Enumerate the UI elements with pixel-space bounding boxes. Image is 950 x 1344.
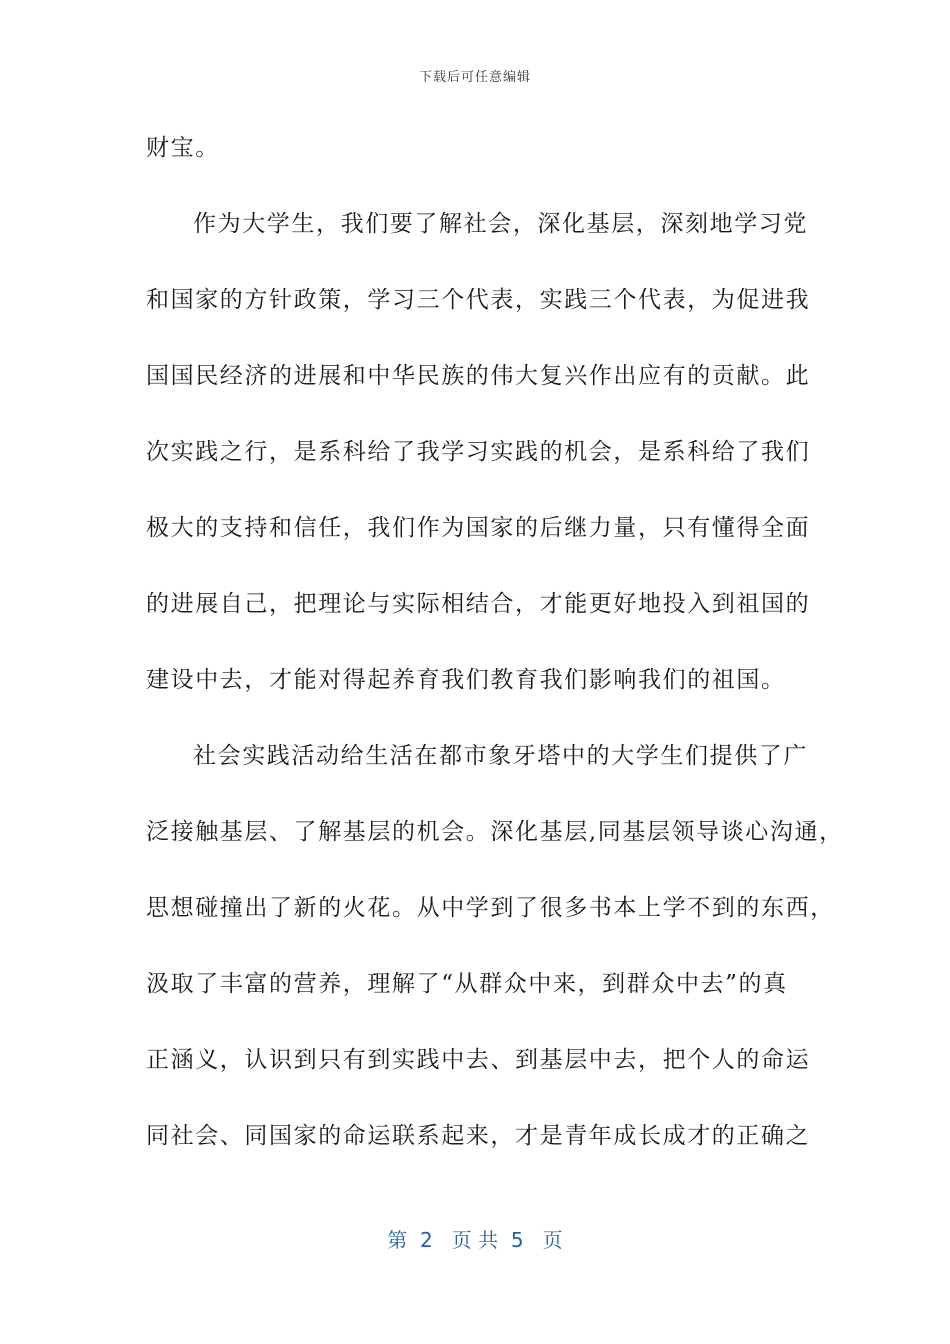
header-note: 下载后可任意编辑 <box>418 70 531 85</box>
text-line: 社会实践活动给生活在都市象牙塔中的大学生们提供了广 <box>193 743 808 769</box>
page-footer <box>0 1224 950 1253</box>
page-number-label: 第 2 页 共 5 页 <box>387 1228 563 1252</box>
text-line: 极大的支持和信任，我们作为国家的后继力量，只有懂得全面 <box>146 515 811 541</box>
text-line: 的进展自己，把理论与实际相结合，才能更好地投入到祖国的 <box>146 591 811 617</box>
document-body <box>146 128 844 1192</box>
text-line: 建设中去，才能对得起养育我们教育我们影响我们的祖国。 <box>146 667 786 693</box>
text-line: 汲取了丰富的营养，理解了“从群众中来，到群众中去”的真 <box>146 971 788 997</box>
text-line: 同社会、同国家的命运联系起来，才是青年成长成才的正确之 <box>146 1123 811 1149</box>
text-line: 和国家的方针政策，学习三个代表，实践三个代表，为促进我 <box>146 287 811 313</box>
text-line: 次实践之行，是系科给了我学习实践的机会，是系科给了我们 <box>146 439 811 465</box>
text-line: 国国民经济的进展和中华民族的伟大复兴作出应有的贡献。此 <box>146 363 811 389</box>
text-line: 正涵义，认识到只有到实践中去、到基层中去，把个人的命运 <box>146 1047 811 1073</box>
text-line: 财宝。 <box>146 135 220 161</box>
text-line: 泛接触基层、了解基层的机会。深化基层,同基层领导谈心沟通， <box>146 819 844 845</box>
text-line: 作为大学生，我们要了解社会，深化基层，深刻地学习党 <box>193 211 808 237</box>
text-line: 思想碰撞出了新的火花。从中学到了很多书本上学不到的东西， <box>146 895 835 921</box>
